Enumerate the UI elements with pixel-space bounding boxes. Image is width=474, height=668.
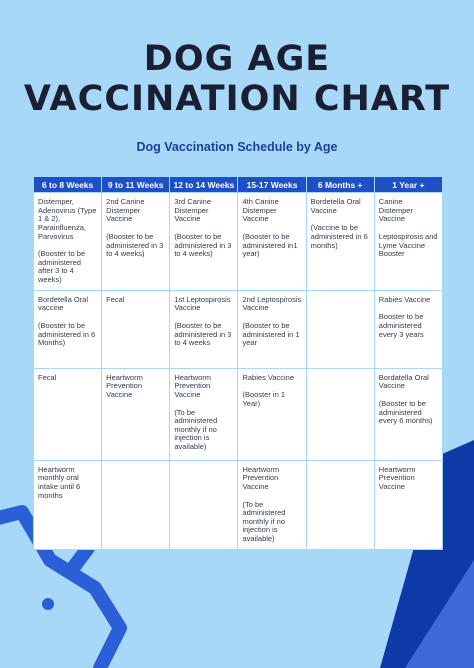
table-cell [102,193,170,291]
table-cell [34,368,102,460]
column-header: 12 to 14 Weeks [170,177,238,193]
table-row [34,460,443,549]
table-cell [34,193,102,291]
table-cell [374,290,442,368]
dog-eye-icon [42,598,54,610]
table-cell [170,460,238,549]
table-cell [238,368,306,460]
vaccine-name: Heartworm Prevention Vaccine [174,372,211,399]
table-cell [170,193,238,291]
vaccine-name: Bordetella Oral vaccine [38,294,89,313]
table-cell [374,368,442,460]
booster-note: (Booster in 1 Year) [242,390,285,408]
booster-note: (Booster to be administered after 3 to 4 weeks) [38,249,86,284]
table-cell [374,193,442,291]
vaccine-name: 3rd Canine Distemper Vaccine [174,197,212,224]
table-cell [34,460,102,549]
vaccine-name: Bordatella Oral Vaccine [378,372,429,391]
table-cell [170,368,238,460]
table-cell [306,290,374,368]
vaccine-name: Distemper, Adenovirus (Type 1 & 2), Parainfluenza, Parvovirus [38,197,97,241]
vaccine-name: Fecal [38,372,57,382]
table-cell [306,368,374,460]
table-subtitle: Dog Vaccination Schedule by Age [136,140,338,154]
page-title-line-1: DOG AGE [143,39,331,79]
table-row [34,368,443,460]
column-header: 9 to 11 Weeks [102,177,170,193]
booster-note: (Booster to be administered in 3 to 4 weeks [174,320,232,348]
table-cell [102,368,170,460]
vaccine-name: Heartworm Prevention Vaccine [106,372,143,399]
vaccine-name: Rabies Vaccine [242,372,295,382]
table-row [34,290,443,368]
table-cell [102,290,170,368]
column-header: 6 to 8 Weeks [34,177,102,193]
vaccination-schedule-table [33,176,443,550]
vaccine-name: Fecal [106,294,125,304]
vaccine-name: 2nd Leptospirosis Vaccine [242,294,302,313]
vaccine-name: Canine Distemper Vaccine [378,197,413,224]
table-cell [238,193,306,291]
booster-note: (Booster to be administered in 3 to 4 weeks) [174,231,232,259]
table-header-row [34,177,443,193]
table-cell [374,460,442,549]
table-cell [238,460,306,549]
vaccine-name: Heartworm Prevention Vaccine [378,464,416,491]
table-cell [102,460,170,549]
booster-note: (Booster to be administered every 6 months) [378,398,433,426]
vaccine-name: Heartworm Prevention Vaccine [242,464,280,491]
table-cell [238,290,306,368]
booster-note: (Booster to be administered in 6 Months) [38,320,96,348]
booster-note: (To be administered monthly if no injection is available) [242,499,286,543]
table-row [34,193,443,291]
table-cell [306,460,374,549]
booster-note: Booster to be administered every 3 years [378,312,424,339]
page-title-line-2: VACCINATION CHART [23,79,451,119]
table-cell [170,290,238,368]
vaccine-name: 1st Leptospirosis Vaccine [174,294,231,313]
column-header: 1 Year + [374,177,442,193]
vaccine-name: Rabies Vaccine [378,294,431,304]
booster-note: (Booster to be administered in1 year) [242,231,298,259]
vaccine-name: Heartworm monthly oral intake until 6 months [38,464,81,500]
column-header: 15-17 Weeks [238,177,306,193]
booster-note: (Booster to be administered in 1 year [242,320,300,348]
vaccine-name: 2nd Canine Distemper Vaccine [106,197,145,224]
booster-note: Leptospirosis and Lyme Vaccine Booster [378,231,438,259]
vaccine-name: 4th Canine Distemper Vaccine [242,197,279,224]
table-cell [34,290,102,368]
vaccine-name: Bordetella Oral Vaccine [310,197,361,215]
booster-note: (Booster to be administered in 3 to 4 weeks) [106,231,164,259]
booster-note: (To be administered monthly if no injection is available) [174,407,218,451]
column-header: 6 Months + [306,177,374,193]
booster-note: (Vaccine to be administered in 6 months) [310,223,368,250]
table-cell [306,193,374,291]
